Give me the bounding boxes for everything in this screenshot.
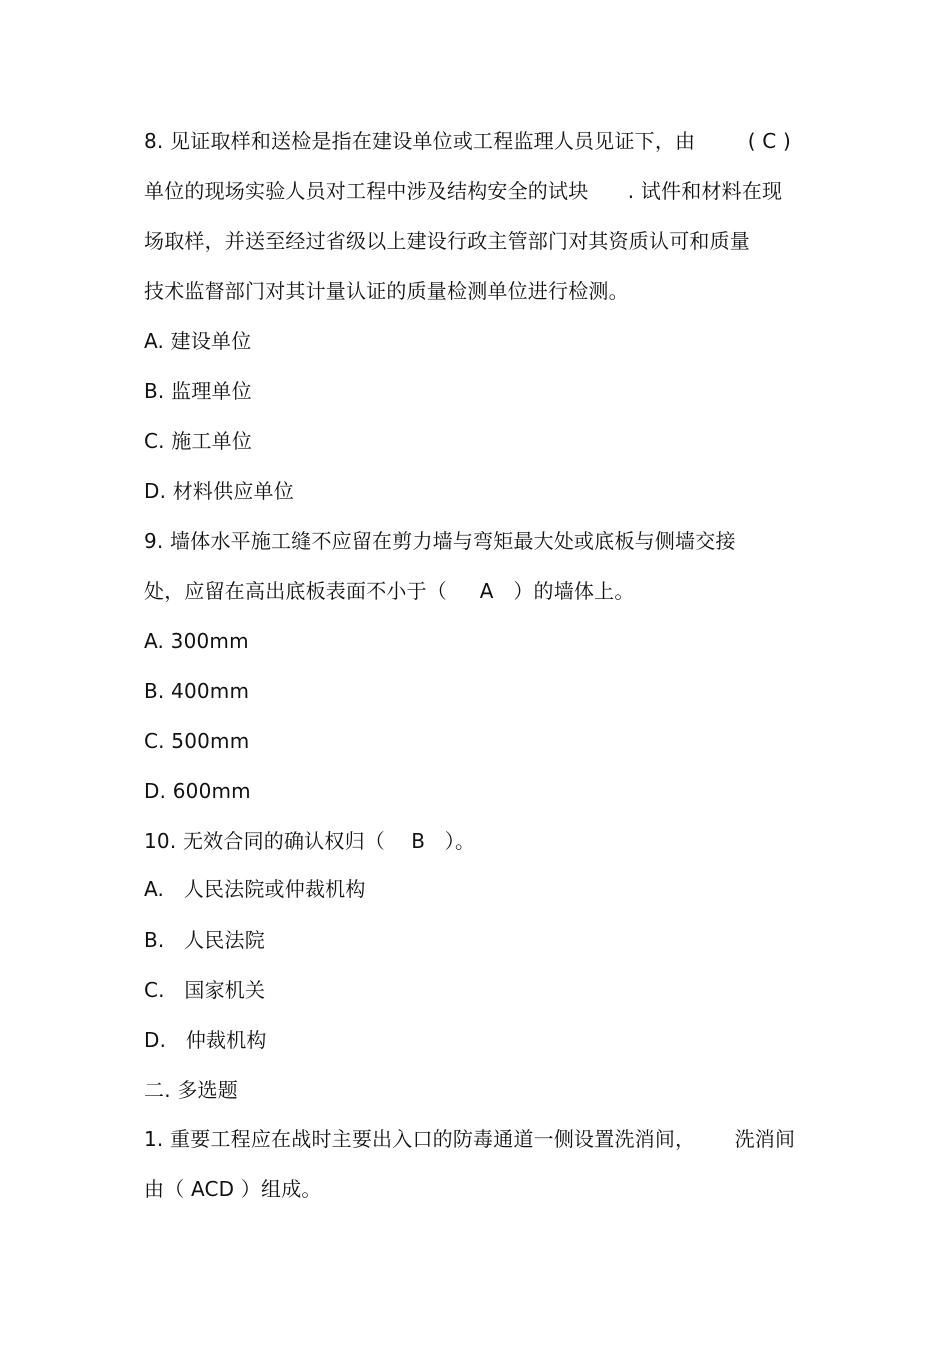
question-9-option-a: A. 300mm bbox=[144, 629, 249, 653]
question-9-line-2: 处，应留在高出底板表面不小于（ A ）的墙体上。 bbox=[144, 579, 635, 603]
question-10-option-a: A. 人民法院或仲裁机构 bbox=[144, 877, 366, 901]
question-8-option-d: D. 材料供应单位 bbox=[144, 479, 294, 503]
question-8-line-4: 技术监督部门对其计量认证的质量检测单位进行检测。 bbox=[144, 279, 629, 303]
question-8-line-1: 8. 见证取样和送检是指在建设单位或工程监理人员见证下，由 ( C ) bbox=[144, 129, 791, 153]
section-heading-multiple-choice: 二. 多选题 bbox=[144, 1078, 238, 1102]
question-8-line-3: 场取样，并送至经过省级以上建设行政主管部门对其资质认可和质量 bbox=[144, 229, 750, 253]
question-8-option-c: C. 施工单位 bbox=[144, 429, 253, 453]
question-9-option-b: B. 400mm bbox=[144, 679, 250, 703]
question-10-option-d: D. 仲裁机构 bbox=[144, 1028, 267, 1052]
question-9-line-1: 9. 墙体水平施工缝不应留在剪力墙与弯矩最大处或底板与侧墙交接 bbox=[144, 529, 736, 553]
question-10-option-b: B. 人民法院 bbox=[144, 928, 265, 952]
multi-question-1-line-2: 由（ ACD ）组成。 bbox=[144, 1177, 322, 1201]
question-8-line-2: 单位的现场实验人员对工程中涉及结构安全的试块 . 试件和材料在现 bbox=[144, 179, 783, 203]
question-8-option-a: A. 建设单位 bbox=[144, 329, 252, 353]
multi-question-1-line-1: 1. 重要工程应在战时主要出入口的防毒通道一侧设置洗消间， 洗消间 bbox=[144, 1127, 796, 1151]
question-9-option-c: C. 500mm bbox=[144, 729, 250, 753]
question-8-option-b: B. 监理单位 bbox=[144, 379, 252, 403]
question-9-option-d: D. 600mm bbox=[144, 779, 251, 803]
question-10-line-1: 10. 无效合同的确认权归（ B ）。 bbox=[144, 829, 476, 853]
question-10-option-c: C. 国家机关 bbox=[144, 978, 266, 1002]
